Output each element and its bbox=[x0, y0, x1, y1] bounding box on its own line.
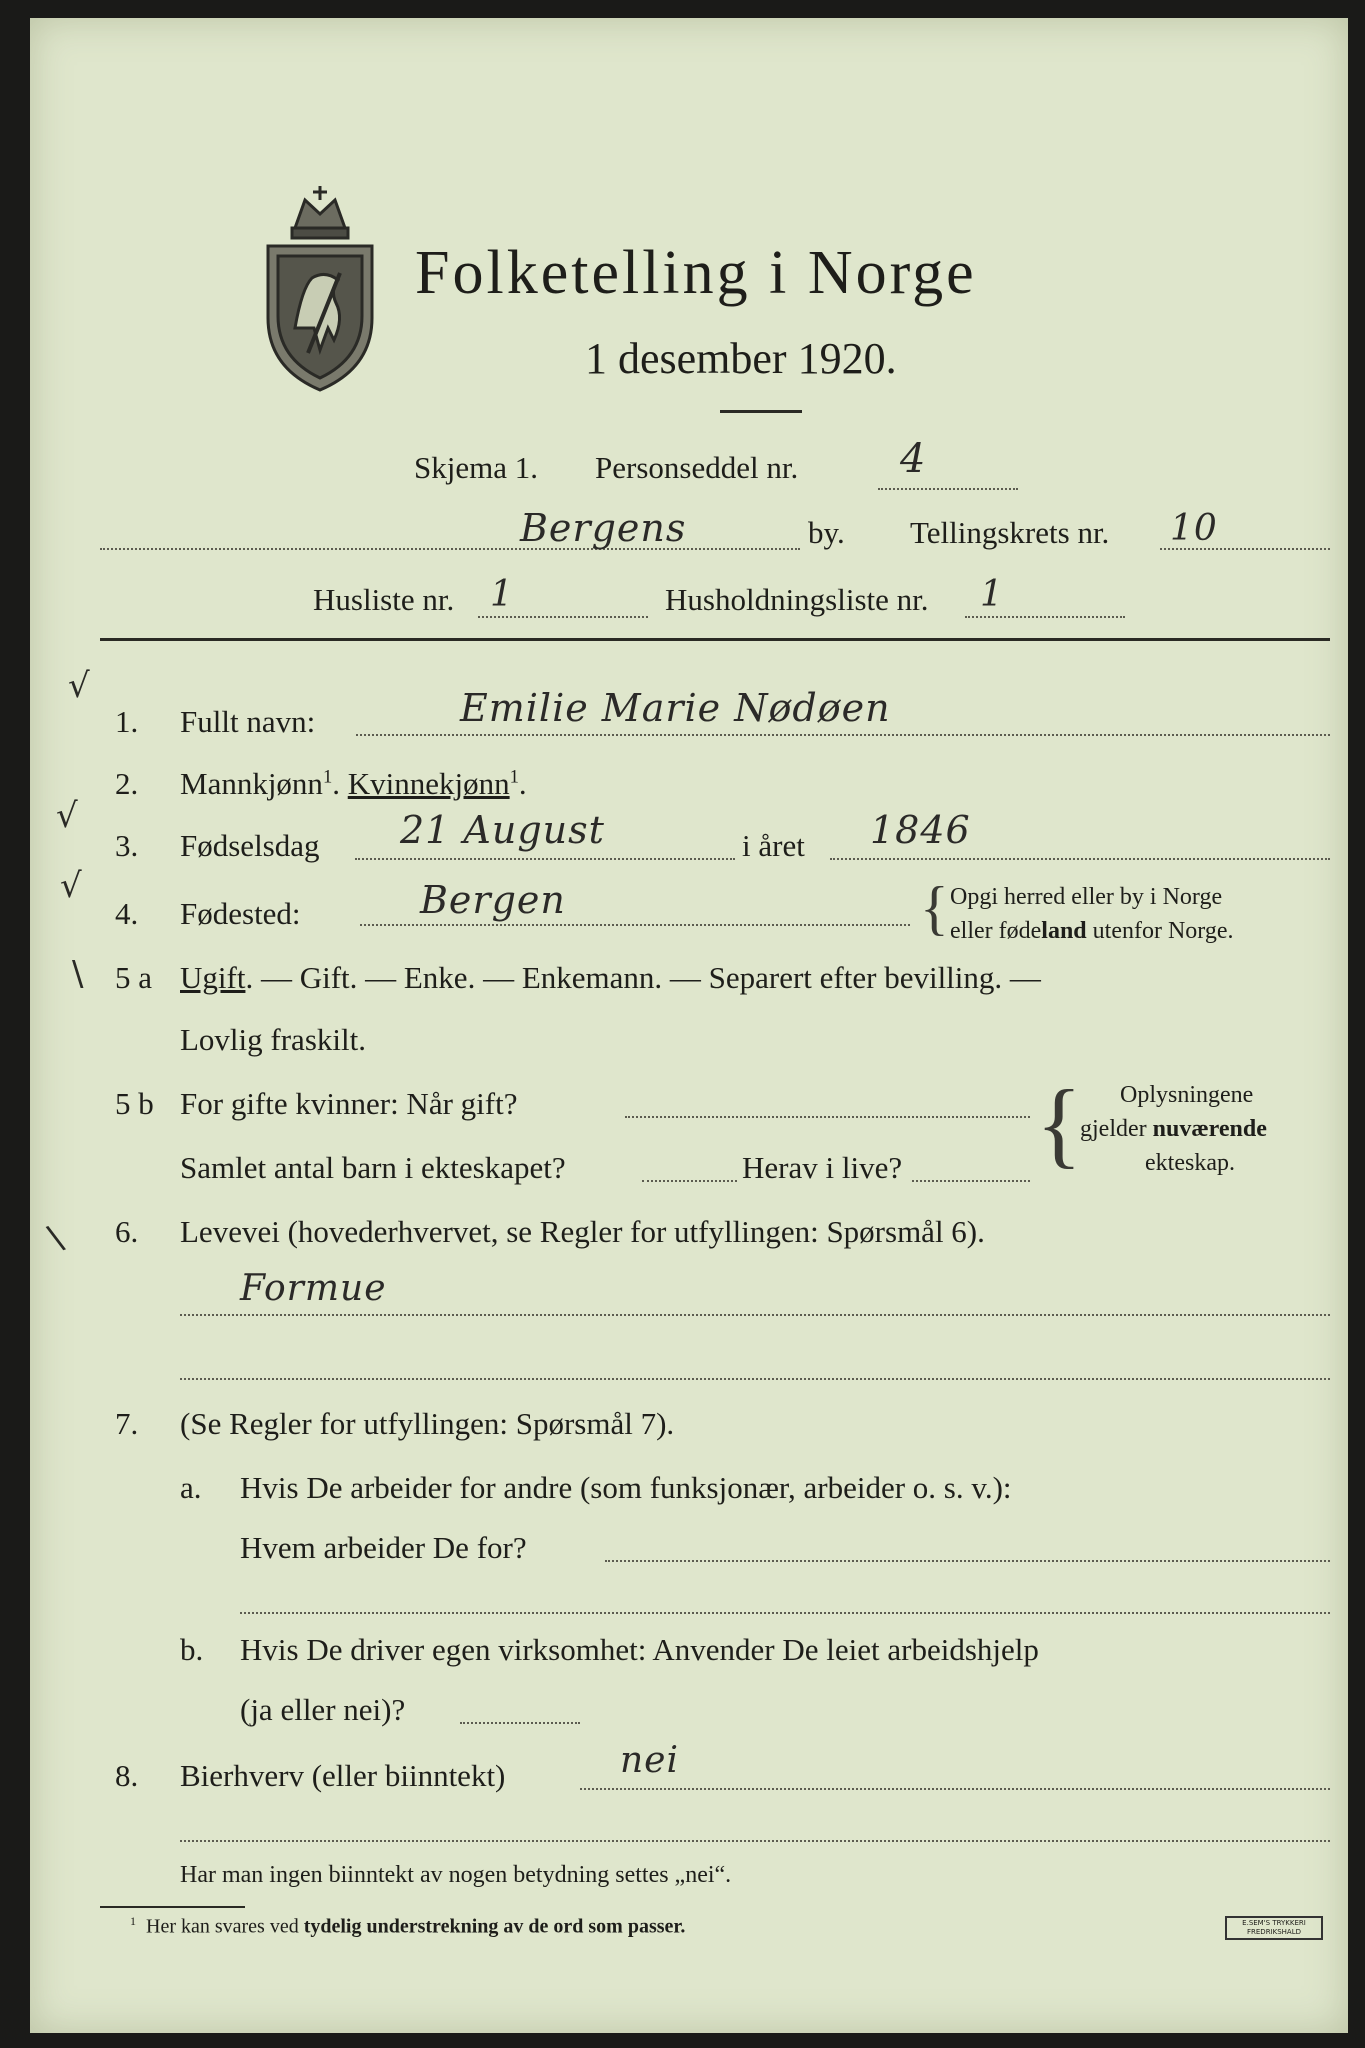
personseddel-value: 4 bbox=[900, 436, 927, 482]
q8-label: Bierhverv (eller biinntekt) bbox=[180, 1758, 506, 1793]
q5b-line2-dots bbox=[642, 1180, 737, 1182]
q5b-line2b: Herav i live? bbox=[742, 1150, 903, 1185]
q5b-note2: gjelder nuværende bbox=[1080, 1116, 1267, 1142]
check-mark-5a: \ bbox=[72, 954, 84, 994]
q5b-line1: For gifte kvinner: Når gift? bbox=[180, 1086, 518, 1121]
q8-number: 8. bbox=[115, 1758, 139, 1793]
form-title: Folketelling i Norge bbox=[415, 239, 977, 307]
q4-value: Bergen bbox=[420, 878, 566, 922]
q8-line bbox=[580, 1788, 1330, 1790]
q4-note-brace: { bbox=[920, 875, 949, 941]
q1-label: Fullt navn: bbox=[180, 704, 316, 739]
skjema-label: Skjema 1. bbox=[414, 450, 538, 485]
q2-male: Mannkjønn bbox=[180, 766, 323, 801]
check-mark-1: √ bbox=[68, 666, 90, 706]
q6-label: Levevei (hovederhvervet, se Regler for utfyllingen: Spørsmål 6). bbox=[180, 1214, 985, 1249]
q7-label: (Se Regler for utfyllingen: Spørsmål 7). bbox=[180, 1406, 675, 1441]
q5b-note1: Oplysningene bbox=[1120, 1082, 1254, 1108]
husholdning-label: Husholdningsliste nr. bbox=[665, 582, 929, 617]
q7a-letter: a. bbox=[180, 1470, 202, 1505]
q3-year-value: 1846 bbox=[870, 808, 971, 852]
q4-number: 4. bbox=[115, 896, 139, 931]
by-label: by. bbox=[808, 515, 845, 550]
personseddel-label: Personseddel nr. bbox=[595, 450, 799, 485]
q6-number: 6. bbox=[115, 1214, 139, 1249]
q4-note-line2: eller fødeland utenfor Norge. bbox=[950, 918, 1234, 944]
q7b-line2: (ja eller nei)? bbox=[240, 1692, 406, 1727]
q4-label: Fødested: bbox=[180, 896, 301, 931]
q7b-line1: Hvis De driver egen virksomhet: Anvender De leiet arbeidshjelp bbox=[240, 1632, 1039, 1667]
q7a-line2: Hvem arbeider De for? bbox=[240, 1530, 527, 1565]
census-form-sheet bbox=[30, 18, 1348, 2033]
title-divider bbox=[720, 410, 802, 413]
q5a-line2: Lovlig fraskilt. bbox=[180, 1022, 366, 1057]
q1-line bbox=[356, 734, 1330, 736]
q2-female: Kvinnekjønn bbox=[347, 766, 510, 801]
q4-line bbox=[360, 924, 910, 926]
by-value: Bergens bbox=[520, 506, 687, 550]
personseddel-line bbox=[878, 488, 1018, 490]
q8-value: nei bbox=[620, 1740, 680, 1781]
q6-line1 bbox=[180, 1314, 1330, 1316]
check-mark-3: √ bbox=[56, 796, 78, 836]
q5a-ugift: Ugift bbox=[180, 960, 246, 995]
tellingskrets-label: Tellingskrets nr. bbox=[910, 515, 1110, 550]
q7b-line2-dots bbox=[460, 1722, 580, 1724]
q3-line bbox=[355, 858, 735, 860]
q2-number: 2. bbox=[115, 766, 139, 801]
q7a-line1: Hvis De arbeider for andre (som funksjonær, arbeider o. s. v.): bbox=[240, 1470, 1012, 1505]
husliste-label: Husliste nr. bbox=[313, 582, 455, 617]
q3-label: Fødselsdag bbox=[180, 828, 320, 863]
check-mark-4: √ bbox=[60, 866, 82, 906]
footnote: $^1$ Her kan svares ved tydelig understrekning av de ord som passer. bbox=[130, 1914, 686, 1938]
husholdning-value: 1 bbox=[980, 574, 1004, 615]
q7a-line2-dots bbox=[605, 1560, 1330, 1562]
q5a-options: Ugift. — Gift. — Enke. — Enkemann. — Separert efter bevilling. — bbox=[180, 960, 1041, 995]
header-separator bbox=[100, 638, 1330, 641]
q7-number: 7. bbox=[115, 1406, 139, 1441]
husliste-value: 1 bbox=[490, 574, 514, 615]
q1-number: 1. bbox=[115, 704, 139, 739]
q7b-letter: b. bbox=[180, 1632, 204, 1667]
q5b-number: 5 b bbox=[115, 1086, 154, 1121]
q3-year-label: i året bbox=[742, 828, 805, 863]
husliste-line bbox=[478, 616, 648, 618]
q3-year-line bbox=[830, 858, 1330, 860]
by-line bbox=[100, 548, 800, 550]
q1-value: Emilie Marie Nødøen bbox=[460, 686, 891, 730]
check-mark-6: \ bbox=[43, 1217, 68, 1259]
q3-value: 21 August bbox=[400, 808, 605, 852]
q7a-line3-dots bbox=[240, 1612, 1330, 1614]
q5b-line2a: Samlet antal barn i ekteskapet? bbox=[180, 1150, 566, 1185]
q5b-note-brace: { bbox=[1036, 1070, 1083, 1177]
q2-options: Mannkjønn$^1$. Kvinnekjønn$^1$. bbox=[180, 766, 527, 801]
q6-value: Formue bbox=[240, 1268, 387, 1309]
tellingskrets-line bbox=[1160, 548, 1330, 550]
q4-note-line1: Opgi herred eller by i Norge bbox=[950, 884, 1223, 910]
footnote-divider bbox=[100, 1906, 245, 1908]
printer-stamp: E.SEM'S TRYKKERI FREDRIKSHALD bbox=[1225, 1916, 1323, 1940]
biinntekt-note: Har man ingen biinntekt av nogen betydning settes „nei“. bbox=[180, 1862, 732, 1888]
q5a-number: 5 a bbox=[115, 960, 153, 995]
census-date: 1 desember 1920. bbox=[585, 334, 897, 383]
husholdning-line bbox=[965, 616, 1125, 618]
q5b-note3: ekteskap. bbox=[1145, 1150, 1235, 1176]
norway-coat-of-arms bbox=[250, 178, 390, 398]
q5b-line1-dots bbox=[625, 1116, 1030, 1118]
q8-line2 bbox=[180, 1840, 1330, 1842]
q3-number: 3. bbox=[115, 828, 139, 863]
q5b-line2b-dots bbox=[912, 1180, 1030, 1182]
tellingskrets-value: 10 bbox=[1170, 508, 1218, 549]
q6-line2 bbox=[180, 1378, 1330, 1380]
